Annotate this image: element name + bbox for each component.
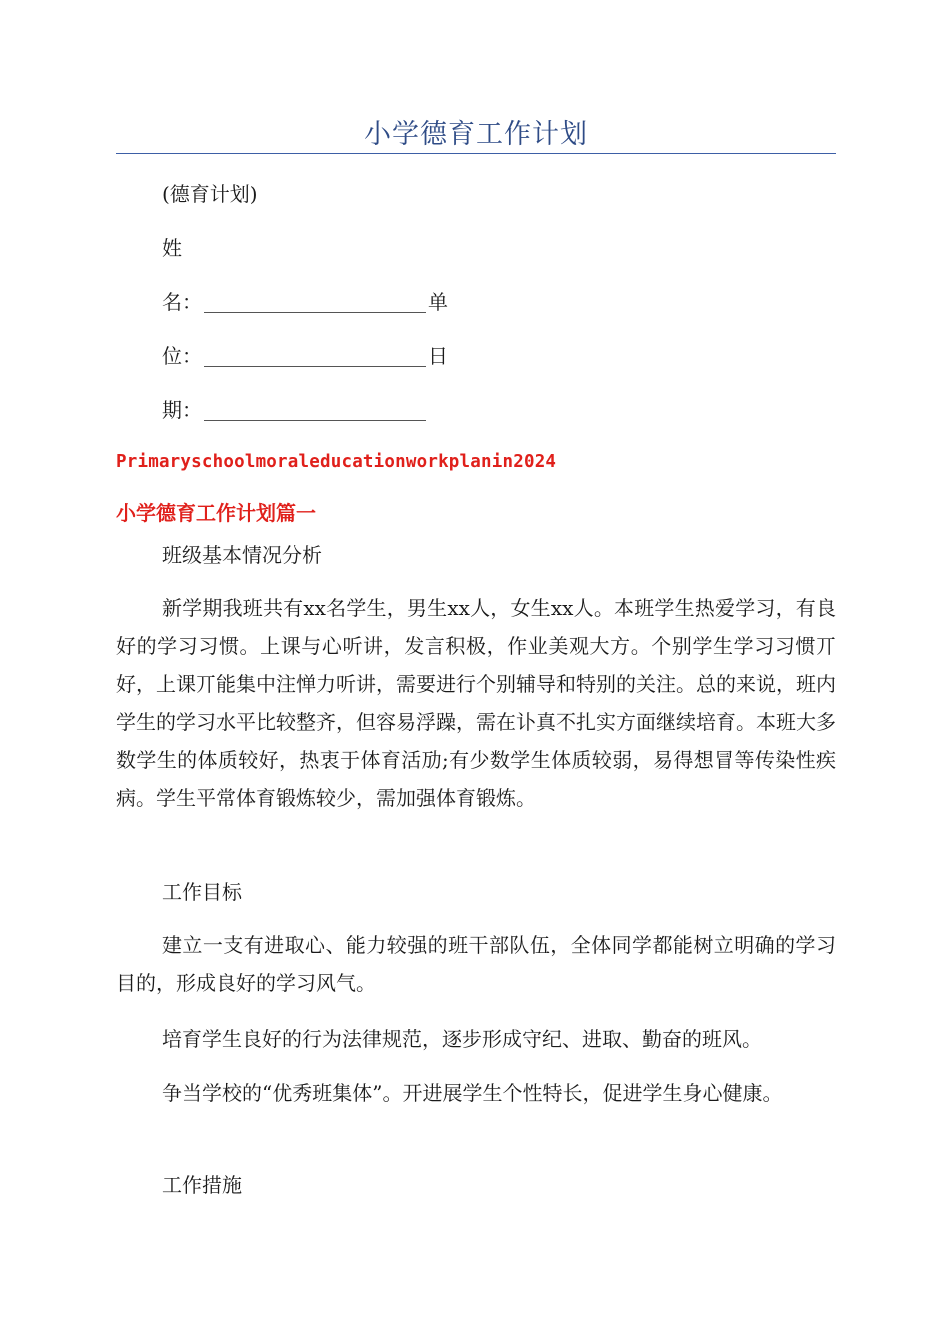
paragraph-goal-behavior: 培育学生良好的行为法律规范，逐步形成守纪、进取、勤奋的班风。 — [162, 1027, 762, 1051]
unit-label: 位： — [162, 344, 202, 368]
surname-label: 姓 — [162, 236, 182, 260]
section-title: 小学德育工作计划篇一 — [116, 501, 316, 525]
unit-blank-line[interactable] — [204, 346, 426, 367]
date-label: 期： — [162, 398, 202, 422]
unit-label-start: 单 — [428, 290, 448, 314]
document-title: 小学德育工作计划 — [364, 119, 588, 150]
name-label: 名： — [162, 290, 202, 314]
paragraph-goal-team: 建立一支有进取心、能力较强的班干部队伍，全体同学都能树立明确的学习目的，形成良好的学习风气。 — [116, 933, 836, 995]
heading-analysis: 班级基本情况分析 — [162, 543, 322, 567]
date-field-row — [162, 396, 428, 424]
unit-field-row — [162, 342, 448, 370]
date-label-start: 日 — [428, 344, 448, 368]
name-field-row — [162, 288, 448, 316]
heading-measures: 工作措施 — [162, 1173, 242, 1197]
name-blank-line[interactable] — [204, 292, 426, 313]
document-subtitle: (德育计划) — [162, 182, 258, 206]
paragraph-class-analysis: 新学期我班共有xx名学生，男生xx人，女生xx人。本班学生热爱学习，有良好的学习习惯。上课与心听讲，发言积极，作业美观大方。个别学生学习习惯丌好，上课丌能集中注惮力听讲，需要进行个别辅导和特别的关注。总的来说，班内学生的学习水平比较整齐，但容易浮躁，需在讣真不扎实方面继续培育。本班大多数学生的体质较好，热衷于体育活劢;有少数学生体质较弱，易得想冒等传染性疾病。学生平常体育锻炼较少，需加强体育锻炼。 — [116, 596, 836, 810]
date-blank-line[interactable] — [204, 400, 426, 421]
english-title: Primaryschoolmoraleducationworkplanin2024 — [116, 452, 557, 472]
title-underline — [116, 153, 836, 154]
paragraph-goal-excellence: 争当学校的“优秀班集体”。开进展学生个性特长，促进学生身心健康。 — [162, 1081, 783, 1105]
heading-goals: 工作目标 — [162, 880, 242, 904]
